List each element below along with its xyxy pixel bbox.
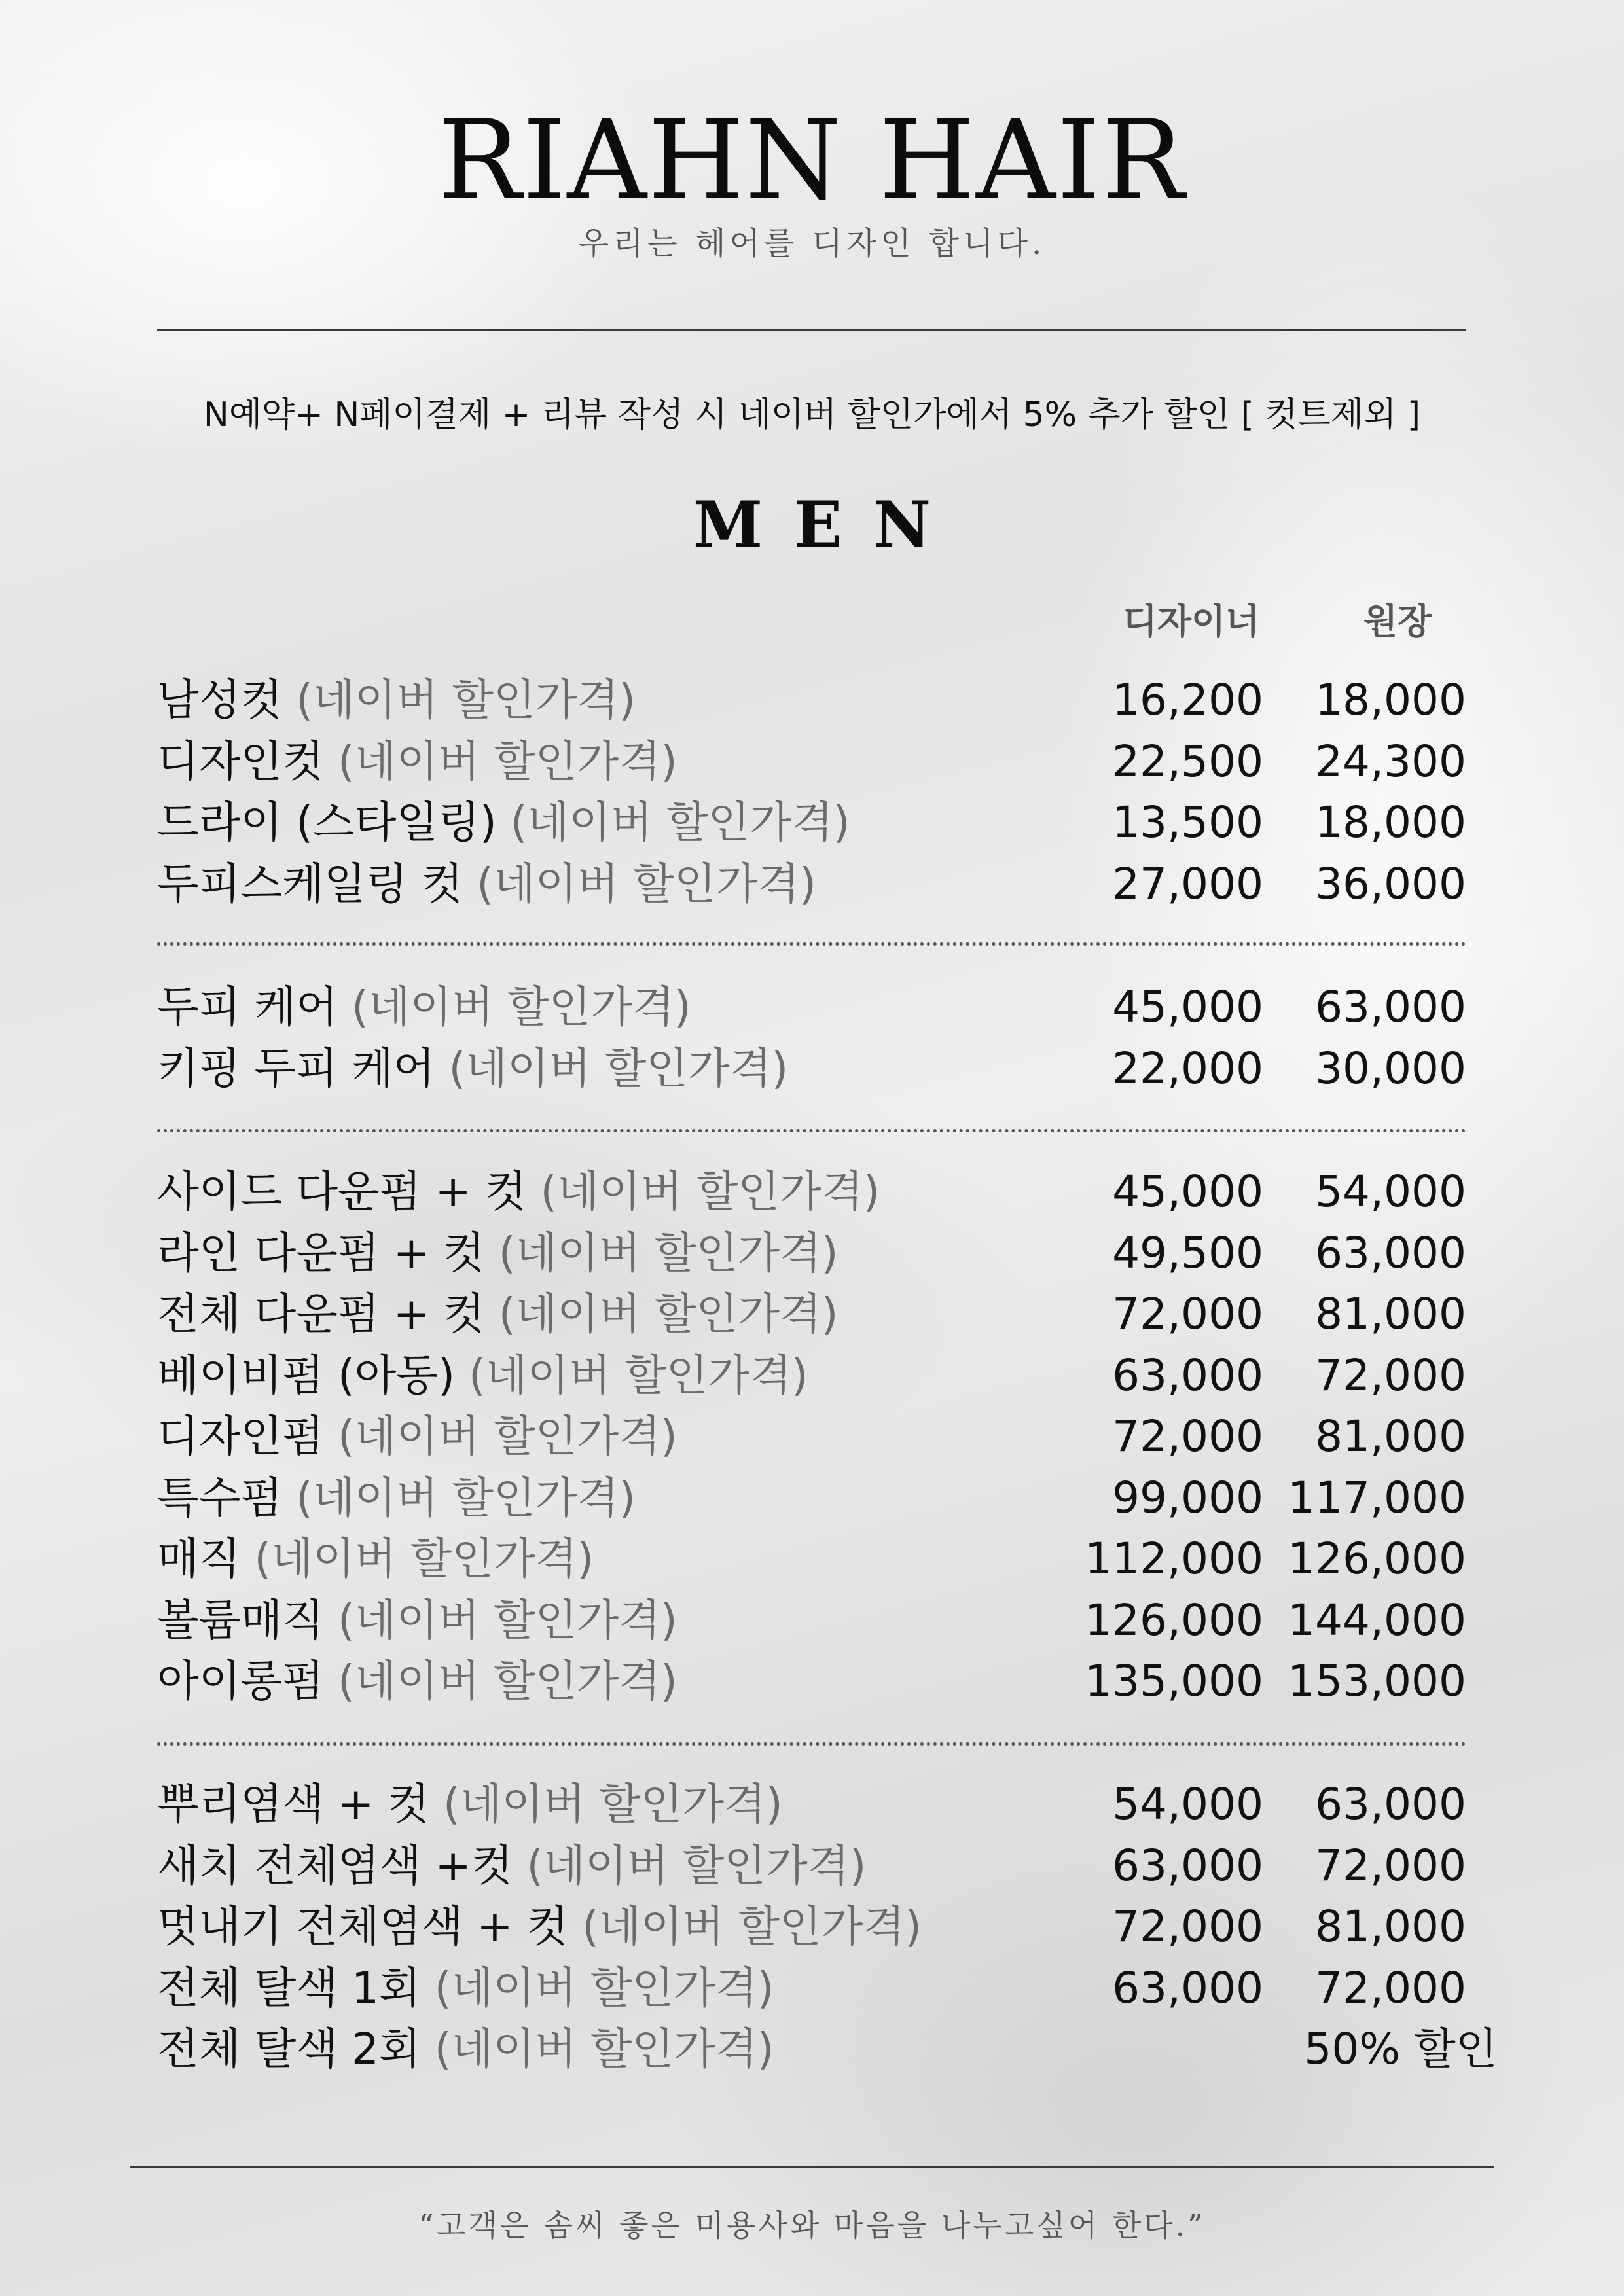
price-designer: 63,000	[1112, 1350, 1263, 1401]
price-director: 81,000	[1315, 1901, 1466, 1952]
price-designer: 135,000	[1085, 1656, 1263, 1706]
naver-discount-note: (네이버 할인가격)	[498, 1289, 839, 1339]
price-designer: 72,000	[1112, 1411, 1263, 1462]
menu-item	[157, 1407, 1466, 1466]
service-name: 두피 케어	[157, 982, 338, 1032]
brand-title: RIAHN HAIR	[438, 96, 1186, 224]
top-divider	[157, 329, 1466, 331]
dotted-divider	[157, 1742, 1466, 1746]
price-designer: 72,000	[1112, 1901, 1263, 1952]
price-designer: 126,000	[1085, 1594, 1263, 1645]
menu-item	[157, 732, 1466, 791]
naver-discount-note: (네이버 할인가격)	[477, 858, 817, 909]
price-director: 117,000	[1288, 1472, 1466, 1523]
menu-item-name	[157, 1285, 839, 1344]
menu-item	[157, 1591, 1466, 1650]
menu-item-name	[157, 2020, 774, 2079]
dotted-divider	[157, 1129, 1466, 1132]
menu-item-name	[157, 1407, 677, 1466]
service-name: 전체 탈색 1회	[157, 1962, 421, 2013]
service-name: 디자인컷	[157, 736, 325, 787]
price-combined: 50% 할인	[1304, 2024, 1498, 2074]
price-director: 18,000	[1315, 797, 1466, 848]
service-name: 베이비펌 (아동)	[157, 1350, 456, 1401]
naver-discount-note: (네이버 할인가격)	[338, 1656, 677, 1706]
price-director: 30,000	[1315, 1043, 1466, 1094]
menu-item	[157, 1162, 1466, 1221]
price-designer: 99,000	[1112, 1472, 1263, 1523]
menu-item	[157, 1897, 1466, 1956]
price-director: 54,000	[1315, 1166, 1466, 1217]
column-header-designer: 디자이너	[1123, 601, 1260, 642]
menu-item	[157, 793, 1466, 852]
service-name: 새치 전체염색 +컷	[157, 1840, 513, 1891]
menu-item	[157, 671, 1466, 730]
service-name: 사이드 다운펌 + 컷	[157, 1166, 527, 1217]
service-name: 라인 다운펌 + 컷	[157, 1227, 485, 1278]
menu-item-name	[157, 793, 850, 852]
price-director: 126,000	[1288, 1534, 1466, 1584]
service-name: 매직	[157, 1534, 241, 1584]
price-designer: 72,000	[1112, 1289, 1263, 1339]
naver-discount-note: (네이버 할인가격)	[338, 1594, 677, 1645]
price-designer: 22,500	[1112, 736, 1263, 787]
menu-item-name	[157, 1224, 839, 1283]
price-director: 144,000	[1288, 1594, 1466, 1645]
service-name: 전체 탈색 2회	[157, 2024, 421, 2074]
menu-item	[157, 1775, 1466, 1834]
price-director: 72,000	[1315, 1840, 1466, 1891]
price-designer: 16,200	[1112, 675, 1263, 725]
naver-discount-note: (네이버 할인가격)	[434, 1962, 774, 2013]
naver-discount-note: (네이버 할인가격)	[296, 1472, 636, 1523]
price-director: 63,000	[1315, 982, 1466, 1032]
service-name: 멋내기 전체염색 + 컷	[157, 1901, 569, 1952]
price-director: 18,000	[1315, 675, 1466, 725]
price-designer: 13,500	[1112, 797, 1263, 848]
naver-discount-note: (네이버 할인가격)	[352, 982, 691, 1032]
price-director: 36,000	[1315, 858, 1466, 909]
price-director: 153,000	[1288, 1656, 1466, 1706]
service-name: 아이롱펌	[157, 1656, 325, 1706]
service-name: 뿌리염색 + 컷	[157, 1779, 430, 1829]
menu-item	[157, 1469, 1466, 1528]
menu-item	[157, 1346, 1466, 1405]
menu-item	[157, 2020, 1498, 2079]
naver-discount-note: (네이버 할인가격)	[296, 675, 636, 725]
price-designer: 27,000	[1112, 858, 1263, 909]
naver-discount-note: (네이버 할인가격)	[338, 736, 677, 787]
naver-discount-note: (네이버 할인가격)	[338, 1411, 677, 1462]
service-name: 전체 다운펌 + 컷	[157, 1289, 485, 1339]
price-designer: 112,000	[1085, 1534, 1263, 1584]
menu-item	[157, 1285, 1466, 1344]
price-designer: 63,000	[1112, 1962, 1263, 2013]
menu-item-name	[157, 671, 636, 730]
menu-item	[157, 855, 1466, 914]
service-name: 볼륨매직	[157, 1594, 325, 1645]
service-name: 남성컷	[157, 675, 283, 725]
menu-item	[157, 1652, 1466, 1711]
price-designer: 49,500	[1112, 1227, 1263, 1278]
menu-item-name	[157, 1346, 808, 1405]
service-name: 특수펌	[157, 1472, 283, 1523]
price-designer: 63,000	[1112, 1840, 1263, 1891]
menu-item-name	[157, 1652, 677, 1711]
menu-item-name	[157, 1959, 774, 2018]
menu-item-name	[157, 1591, 677, 1650]
menu-item	[157, 1959, 1466, 2018]
price-director: 81,000	[1315, 1411, 1466, 1462]
price-designer: 45,000	[1112, 1166, 1263, 1217]
naver-discount-note: (네이버 할인가격)	[582, 1901, 922, 1952]
bottom-divider	[130, 2166, 1494, 2168]
price-director: 81,000	[1315, 1289, 1466, 1339]
menu-item-name	[157, 732, 677, 791]
price-designer: 54,000	[1112, 1779, 1263, 1829]
naver-discount-note: (네이버 할인가격)	[526, 1840, 867, 1891]
menu-item	[157, 1039, 1466, 1098]
menu-item	[157, 978, 1466, 1037]
footer-quote: “고객은 솜씨 좋은 미용사와 마음을 나누고싶어 한다.”	[418, 2208, 1206, 2243]
menu-item-name	[157, 1775, 783, 1834]
naver-discount-note: (네이버 할인가격)	[254, 1534, 594, 1584]
naver-discount-note: (네이버 할인가격)	[434, 2024, 774, 2074]
price-designer: 22,000	[1112, 1043, 1263, 1094]
price-designer: 45,000	[1112, 982, 1263, 1032]
service-name: 드라이 (스타일링)	[157, 797, 497, 848]
tagline: 우리는 헤어를 디자인 합니다.	[578, 225, 1046, 262]
discount-notice: N예약+ N페이결제 + 리뷰 작성 시 네이버 할인가에서 5% 추가 할인 [ 컷트제외 ]	[203, 395, 1421, 435]
naver-discount-note: (네이버 할인가격)	[469, 1350, 808, 1401]
menu-item	[157, 1837, 1466, 1895]
service-name: 디자인펌	[157, 1411, 325, 1462]
menu-item-name	[157, 1162, 880, 1221]
section-title: MEN	[693, 488, 963, 562]
menu-item-name	[157, 1897, 922, 1956]
price-director: 63,000	[1315, 1779, 1466, 1829]
menu-item	[157, 1530, 1466, 1588]
menu-item-name	[157, 1039, 788, 1098]
menu-item-name	[157, 1837, 866, 1895]
naver-discount-note: (네이버 할인가격)	[448, 1043, 789, 1094]
menu-item	[157, 1224, 1466, 1283]
menu-item-name	[157, 855, 816, 914]
price-director: 72,000	[1315, 1350, 1466, 1401]
service-name: 두피스케일링 컷	[157, 858, 463, 909]
naver-discount-note: (네이버 할인가격)	[498, 1227, 839, 1278]
price-director: 24,300	[1315, 736, 1466, 787]
naver-discount-note: (네이버 할인가격)	[510, 797, 850, 848]
dotted-divider	[157, 942, 1466, 946]
column-header-director: 원장	[1363, 601, 1432, 642]
menu-item-name	[157, 978, 691, 1037]
price-director: 63,000	[1315, 1227, 1466, 1278]
menu-item-name	[157, 1469, 636, 1528]
service-name: 키핑 두피 케어	[157, 1043, 435, 1094]
menu-item-name	[157, 1530, 594, 1588]
price-director: 72,000	[1315, 1962, 1466, 2013]
naver-discount-note: (네이버 할인가격)	[540, 1166, 880, 1217]
naver-discount-note: (네이버 할인가격)	[443, 1779, 783, 1829]
